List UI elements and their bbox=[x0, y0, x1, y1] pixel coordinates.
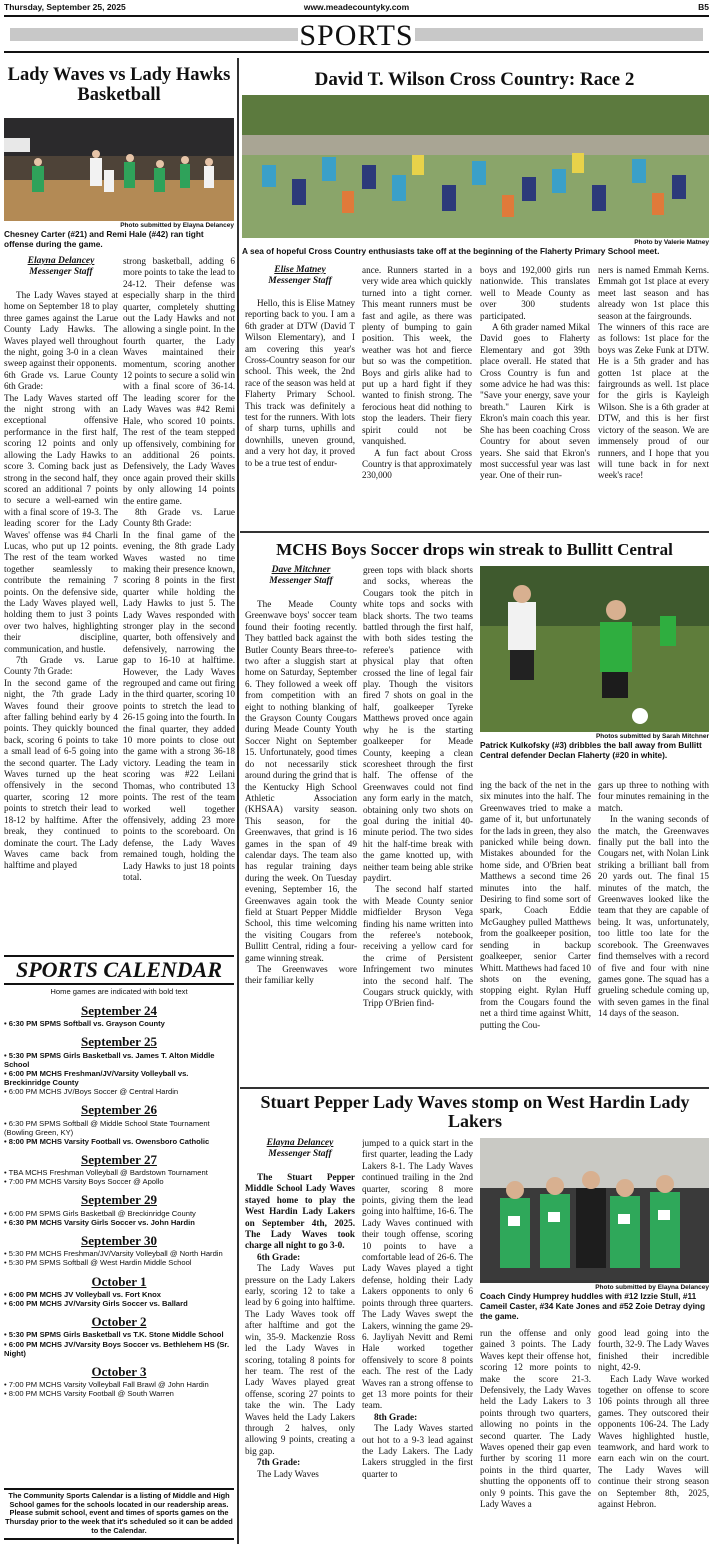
divider bbox=[240, 1087, 709, 1089]
calendar-event: • 5:30 PM SPMS Girls Basketball vs T.K. Stone Middle School bbox=[4, 1330, 224, 1340]
calendar-event: • 6:30 PM MCHS Varsity Girls Soccer vs. John Hardin bbox=[4, 1217, 195, 1227]
soccer-byline: Dave Mitchner Messenger Staff bbox=[269, 565, 333, 586]
crosscountry-photo bbox=[242, 95, 709, 238]
byline-name: Elayna Delancey bbox=[27, 256, 95, 266]
calendar-event: • 6:00 PM MCHS Freshman/JV/Varsity Volleyball vs. Breckinridge County bbox=[4, 1068, 189, 1088]
soccer-caption: Patrick Kulkofsky (#3) dribbles the ball away from Bullitt Central defender Declan Flaherty (#20 in white). bbox=[480, 740, 702, 760]
calendar-date: September 24 bbox=[81, 1002, 157, 1018]
basketball-photo-credit: Photo submitted by Elayna Delancey bbox=[120, 222, 234, 229]
soccer-col1: The Meade County Greenwave boys' soccer team found their footing recently. They battled back against the Butler County Bears three-to-two after a sluggish start at home on Saturday, September 6. They followed a week off from competition with an eight to nothing blanking of the Grayson County Cougars during Meade County Youth Soccer Night on September 15. Unfortunately, good times do not necessarily stick around during the grind that is the Kentucky High School Athletic Association (KHSAA) varsity season. This season, for the Greenwaves, that grind is 16 games in the span of 49 calendar days. The team also has regular training days during the week. On Tuesday evening, September 16, the Greenwaves again took the field at Stuart Pepper Middle School, this time welcoming the visiting Cougars from Bullitt Central, riding a four-game winning streak. The Greenwaves wore their familiar kelly bbox=[245, 599, 357, 986]
crosscountry-photo-credit: Photo by Valerie Matney bbox=[634, 239, 709, 246]
calendar-date: September 29 bbox=[81, 1192, 157, 1208]
stuart-col1: The Stuart Pepper Middle School Lady Waves stayed home to play the West Hardin Lady Lakers on September 4th, 2025. The Lady Waves took charge all night to go 3-0. 6th Grade: The Lady Waves put pressure on the Lady Lakers early, scoring 12 to take a lead by 6 going into halftime. The Lady Waves took off after halftime and got the win, 35-9. Mackenzie Ross led the Lady Waves in scoring, totaling 8 points for her team. The rest of the Lady Waves played great offense, scoring 27 points to take the win. The Lady Waves held the Lady Lakers through 2 halves, only allowing 9 points, creating a big gap. 7th Grade: The Lady Waves bbox=[245, 1172, 355, 1479]
calendar-event: • 6:00 PM MCHS JV/Boys Soccer @ Central Hardin bbox=[4, 1087, 179, 1097]
calendar-event: • 6:00 PM MCHS JV/Varsity Girls Soccer vs. Ballard bbox=[4, 1299, 188, 1308]
basketball-caption: Chesney Carter (#21) and Remi Hale (#42) ran tight offense during the game. bbox=[4, 229, 204, 249]
basketball-col2: strong basketball, adding 6 more points to take the lead to 24-12. Their defense was especially sharp in the third quarter, completely shutting out the Lady Hawks and not allowing a single point. In the fourth quarter, the Lady Waves maintained their momentum, scoring another 12 points to secure a solid win with a final score of 36-14. The leading scorer for the Lady Waves was #42 Remi Hale, who scored 10 points. The rest of the team stepped up offensively, combining for an additional 26 points. Defensively, the Lady Waves once again proved their skills by only allowing 14 points the entire game. 8th Grade vs. Larue County 8th Grade: In the final game of the evening, the 8th grade Lady Waves wasted no time making their presence known, scoring 8 points in the first quarter while holding the Lady Hawks to just 5. The Lady Waves responded with stronger play in the second quarter, both offensively and defensively, narrowing the gap to 16-10 at halftime. However, the Lady Waves regrouped and came out firing in the third quarter, scoring 10 points to stretch the lead to 26-15 going into the fourth. In the final quarter, they added 10 more points to close out the game with a strong 36-18 victory. Leading the team in scoring was #22 Leilani Thomas, who contributed 13 points. The rest of the team worked well together offensively, adding 23 more points to the scoreboard. On defense, the Lady Waves remained tough, holding the Lady Hawks to just 18 points total. bbox=[123, 256, 235, 882]
section-band bbox=[4, 15, 709, 53]
calendar-days bbox=[4, 1003, 234, 1398]
site-url[interactable]: www.meadecountyky.com bbox=[303, 2, 410, 12]
calendar-date: October 3 bbox=[91, 1363, 147, 1379]
stuart-photo bbox=[480, 1138, 709, 1283]
crosscountry-byline: Elise Matney Messenger Staff bbox=[268, 265, 332, 286]
stuart-headline: Stuart Pepper Lady Waves stomp on West Hardin Lady Lakers bbox=[260, 1092, 690, 1132]
calendar-event: • 5:30 PM SPMS Softball @ West Hardin Middle School bbox=[4, 1258, 192, 1268]
calendar-date: October 2 bbox=[91, 1314, 147, 1330]
section-title: SPORTS bbox=[299, 19, 414, 52]
calendar-event: • 8:00 PM MCHS Varsity Football @ South Warren bbox=[4, 1389, 174, 1399]
calendar-note: The Community Sports Calendar is a listing of Middle and High School games for the schools located in our readership areas. Please submit school, event and times of sports games on the Thursday prior to the week that it's scheduled so it can be added to the Calendar. bbox=[4, 1488, 234, 1540]
soccer-headline: MCHS Boys Soccer drops win streak to Bullitt Central bbox=[276, 540, 673, 559]
calendar-date: October 1 bbox=[91, 1273, 147, 1289]
crosscountry-headline: David T. Wilson Cross Country: Race 2 bbox=[314, 69, 635, 90]
calendar-event: • 5:30 PM SPMS Girls Basketball vs. James T. Alton Middle School bbox=[4, 1050, 215, 1069]
stuart-col2: jumped to a quick start in the first quarter, leading the Lady Lakers 8-1. The Lady Waves continued trailing in the 2nd quarter, scoring 8 more points, giving them the lead going into halftime, 16-6. The Lady Waves continued with their tough offense, scoring 10 points to have a comfortable lead of 26-6. The Lady Waves played a tight defense, holding their Lady Lakers opponents to only 6 points through three quarters. The Lady Waves swept the Lakers, winning the game 29-6. Jayliyah Nevitt and Remi Hale worked together offensively to score 8 points each. The rest of the Lady Waves ran a strong offense to get 13 more points for their team. 8th Grade: The Lady Waves started out hot to a 9-3 lead against the Lady Lakers. The Lady Lakers struggled in the first quarter to bbox=[362, 1138, 473, 1479]
calendar-event: • 7:00 PM MCHS Varsity Volleyball Fall Brawl @ John Hardin bbox=[4, 1380, 209, 1390]
stuart-photo-credit: Photo submitted by Elayna Delancey bbox=[595, 1284, 709, 1291]
soccer-col3: ing the back of the net in the six minutes into the half. The Greenwaves tried to make a game of it, but unfortunately for the lads in green, they also panicked while being down. Mistakes abounded for the home side, and O'Brien beat Matthews a second time 26 minutes into the half. Desiring to find some sort of spark, Coach Eddie McGaughey pulled Matthews from the goalkeeper position, sending in backup goalkeeper, senior Carter Whitt. Matthews had faced 10 shots on the evening, stopping eight. Rylan Huff from the Cougars found the net a third time against Whitt, putting the Cou- bbox=[480, 780, 591, 1030]
soccer-photo-art bbox=[480, 566, 709, 732]
calendar-date: September 25 bbox=[81, 1034, 157, 1050]
calendar-date: September 30 bbox=[81, 1233, 157, 1249]
soccer-col2: green tops with black shorts and socks, whereas the Cougars took the pitch in white tops and socks with black shorts. The two teams battled through the first half, with both sides testing the referee's patience with physical play that often crossed the line of legal fair play. Though the visitors fired 7 shots on goal in the half, goalkeeper Tyreke Matthews proved once again why he is the starting goalkeeper for Meade County, keeping a clean scoresheet through the first half. The offense of the Greenwaves could not find any form early in the match, obtaining only two shots on goal during the initial 40-minute period. The two sides hit the half-time break with the game knotted up, with neither team being able strike paydirt. The second half started with Meade County senior midfielder Bryson Vega finding his name written into the referee's notebook, receiving a yellow card for the crime of Persistent Infringement two minutes into the second half. The Cougars struck quickly, with Tripp O'Brien find- bbox=[363, 565, 473, 1009]
calendar-date: September 26 bbox=[81, 1102, 157, 1118]
basketball-photo-art bbox=[4, 118, 234, 221]
calendar-subtitle: Home games are indicated with bold text bbox=[50, 987, 188, 996]
crosscountry-col4: ners is named Emmah Kerns. Emmah got 1st place at every meet last season and has already won 1st place this season at the fairgrounds. The winners of this race are as follows: 1st place for the boys was Zeke Funk at DTW. He is a 5th grader and has gotten 1st place at the fairgrounds as well. 1st place for the girls is Kayleigh Wilson. She is a 6th grader at DTW, and this is her first victory of the season. We are immensely proud of our runners, and I hope that you will tune back in for next week's race! bbox=[598, 265, 709, 481]
stuart-col3: run the offense and only gained 3 points. The Lady Waves kept their offense hot, scoring 12 more points to make the score 21-3. Defensively, the Lady Waves held the Lady Lakers to 3 points through two quarters, allowing no points in the second quarter. The Lady Waves opened their gap even further by scoring 11 more points in the third quarter, shutting the opponents off to only 9 points. This gave the Lady Waves a bbox=[480, 1328, 591, 1510]
crosscountry-col2: ance. Runners started in a very wide area which quickly turned into a tight corner. This meant runners must be fast and agile, as there was plenty of bumping to gain position. This week, the weather was hot and fierce but so was the competition. Boys and girls alike had to put up a hard fight if they wanted to finish strong. The ferocious heat did nothing to stop the leaders. Their fiery spirit could not be vanquished. A fun fact about Cross Country is that approximately 230,000 bbox=[362, 265, 472, 481]
stuart-caption: Coach Cindy Humprey huddles with #12 Izzie Stull, #11 Cameil Caster, #34 Kate Jones and #52 Zoie Detray dying the game. bbox=[480, 1291, 706, 1321]
crosscountry-col1: Hello, this is Elise Matney reporting back to you. I am a 6th grader at DTW (David T Wilson Elementary), and I am covering this year's Cross-Country season for our school. This week, the 2nd race of the season was held at Flaherty Primary School. This track was definitely a test for the runners. With lots of sharp turns, uphills and downhills, uneven ground, and a very hot day, it proved to be a true test of endur- bbox=[245, 298, 355, 468]
soccer-photo-credit: Photos submitted by Sarah Mitchner bbox=[595, 733, 709, 740]
basketball-headline: Lady Waves vs Lady Hawks Basketball bbox=[7, 65, 231, 105]
basketball-photo bbox=[4, 118, 234, 221]
divider bbox=[240, 531, 709, 533]
soccer-photo bbox=[480, 566, 709, 732]
crosscountry-photo-art bbox=[242, 95, 709, 238]
stuart-photo-art bbox=[480, 1138, 709, 1283]
crosscountry-col3: boys and 192,000 girls run nationwide. This translates well to Meade County as over 300 students participated. A 6th grader named Mikal David goes to Flaherty Elementary and got 39th place overall. He stated that Cross Country is fun and some advice he had was this: "Save your energy, save your breath." Lauren Kirk is Ekron's main coach this year. She has been coaching Cross Country for about seven years. She said that Ekron's most successful year was last year. One of their run- bbox=[480, 265, 590, 481]
page-number: B5 bbox=[698, 2, 709, 12]
byline-role: Messenger Staff bbox=[29, 266, 93, 277]
band-right-bar bbox=[415, 28, 703, 41]
calendar-date: September 27 bbox=[81, 1151, 157, 1167]
calendar-event: • TBA MCHS Freshman Volleyball @ Bardstown Tournament bbox=[4, 1168, 208, 1178]
calendar-title: SPORTS CALENDAR bbox=[4, 955, 234, 985]
soccer-col4: gars up three to nothing with four minutes remaining in the match. In the waning seconds of the match, the Greenwaves finally put the ball into the Cougars net, with Nolan Link striking a brilliant ball from 20 yards out. The final 15 minutes of the match, the Greenwaves looked like the team that they are capable of being. It was, unfortunately, too little too late for the scorebook. The Greenwaves find themselves with a record of five and four with nine games gone. The squad has a grueling schedule coming up, with seven games in the final 14 days of the season. bbox=[598, 780, 709, 1019]
calendar-event: • 6:00 PM SPMS Girls Basketball @ Breckinridge County bbox=[4, 1208, 196, 1218]
calendar-event: • 5:30 PM MCHS Freshman/JV/Varsity Volleyball @ North Hardin bbox=[4, 1249, 223, 1259]
column-divider bbox=[237, 58, 239, 1544]
calendar-event: • 6:00 PM MCHS JV/Varsity Boys Soccer vs. Bethlehem HS (Sr. Night) bbox=[4, 1339, 230, 1358]
calendar-event: • 6:30 PM SPMS Softball vs. Grayson County bbox=[4, 1019, 165, 1029]
crosscountry-caption: A sea of hopeful Cross Country enthusiasts take off at the beginning of the Flaherty Primary School meet. bbox=[242, 246, 660, 256]
calendar-event: • 8:00 PM MCHS Varsity Football vs. Owensboro Catholic bbox=[4, 1136, 210, 1146]
calendar-event: • 7:00 PM MCHS Varsity Boys Soccer @ Apollo bbox=[4, 1177, 164, 1187]
stuart-byline: Elayna Delancey Messenger Staff bbox=[266, 1138, 334, 1159]
calendar-event: • 6:30 PM SPMS Softball @ Middle School State Tournament (Bowling Green, KY) bbox=[4, 1118, 210, 1137]
page-header bbox=[4, 2, 709, 14]
stuart-col4: good lead going into the fourth, 32-9. The Lady Waves finished their incredible night, 42-9. Each Lady Wave worked together on offense to score 106 points through all three games. They outscored their opponents 106-24. The Lady Waves highlighted hustle, teamwork, and hard work to earn each win on the court. The Lady Waves will continue their strong season on September 8th, 2025, against Hebron. bbox=[598, 1328, 709, 1510]
calendar-list bbox=[4, 988, 234, 1488]
basketball-col1: The Lady Waves stayed at home on September 18 to play three games against the Larue County Lady Hawks. The Waves played well throughout the night, going 3-0 in a clean sweep against their opponents. 6th Grade vs. Larue County 6th Grade: The Lady Waves started off the night strong with an exceptional offensive performance in the first half, scoring 12 points and only allowing the Lady Hawks to score 3. Coming back just as strong in the second half, they scored an additional 7 points to secure a well-earned win with a final score of 19-3. The leading scorer for the Lady Waves' offense was #4 Charli Lucas, who put up 12 points. The rest of the team worked together seamlessly to contribute the remaining 7 points. On the defensive side, the Lady Waves played well, holding them to just 3 points over two halves, highlighting their discipline, communication, and hustle. 7th Grade vs. Larue County 7th Grade: In the second game of the night, the 7th grade Lady Waves found their groove after falling behind early by 4 points. They quickly bounced back, scoring 6 points to take a small lead of 6-5 going into the second quarter. The Lady Waves turned up the heat offensively in the second quarter, scoring 12 more points to stretch their lead to 18-12 by halftime. After the break, they continued to dominate the court. The Lady Waves came back from halftime and played bbox=[4, 290, 118, 871]
basketball-byline bbox=[4, 256, 118, 278]
calendar-event: • 6:00 PM MCHS JV Volleyball vs. Fort Knox bbox=[4, 1289, 161, 1299]
issue-date: Thursday, September 25, 2025 bbox=[4, 2, 126, 12]
